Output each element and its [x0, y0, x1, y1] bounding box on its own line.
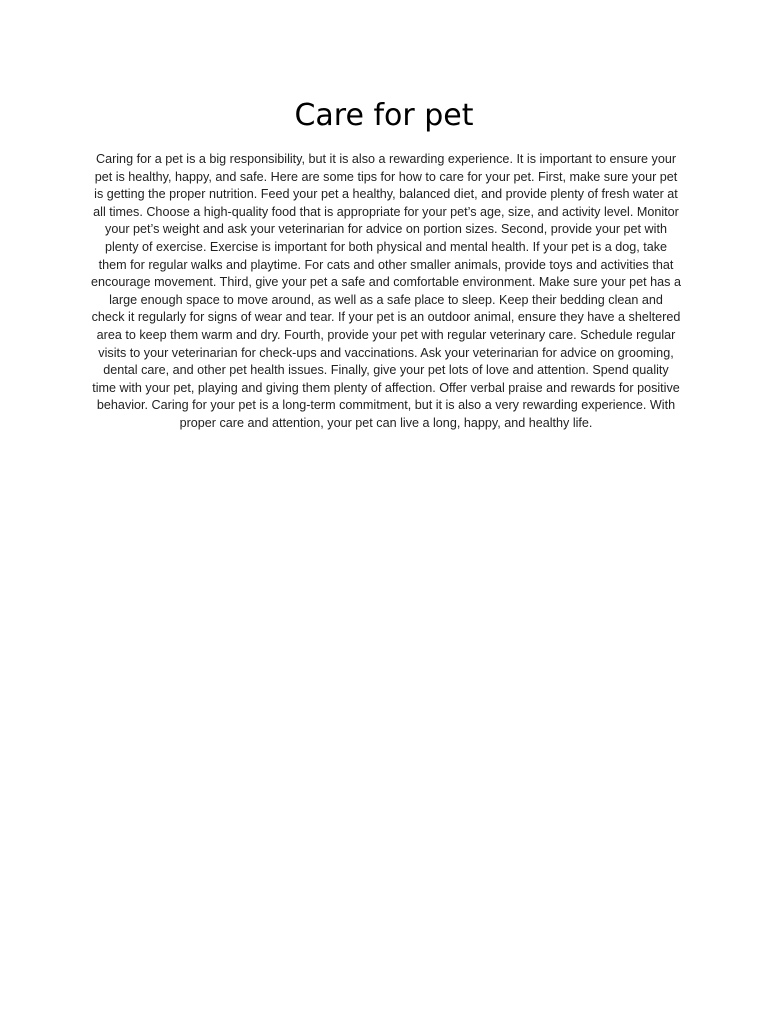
- document-body-paragraph: Caring for a pet is a big responsibility, but it is also a rewarding experience. It is important to ensure your pet is healthy, happy, and safe. Here are some tips for how to care for your pet. First, make sure your pet is getting the proper nutrition. Feed your pet a healthy, balanced diet, and provide plenty of fresh water at all times. Choose a high-quality food that is appropriate for your pet’s age, size, and activity level. Monitor your pet’s weight and ask your veterinarian for advice on portion sizes. Second, provide your pet with plenty of exercise. Exercise is important for both physical and mental health. If your pet is a dog, take them for regular walks and playtime. For cats and other smaller animals, provide toys and activities that encourage movement. Third, give your pet a safe and comfortable environment. Make sure your pet has a large enough space to move around, as well as a safe place to sleep. Keep their bedding clean and check it regularly for signs of wear and tear. If your pet is an outdoor animal, ensure they have a sheltered area to keep them warm and dry. Fourth, provide your pet with regular veterinary care. Schedule regular visits to your veterinarian for check-ups and vaccinations. Ask your veterinarian for advice on grooming, dental care, and other pet health issues. Finally, give your pet lots of love and attention. Spend quality time with your pet, playing and giving them plenty of affection. Offer verbal praise and rewards for positive behavior. Caring for your pet is a long-term commitment, but it is also a very rewarding experience. With proper care and attention, your pet can live a long, happy, and healthy life.: [91, 152, 681, 430]
- document-title: Care for pet: [294, 98, 474, 133]
